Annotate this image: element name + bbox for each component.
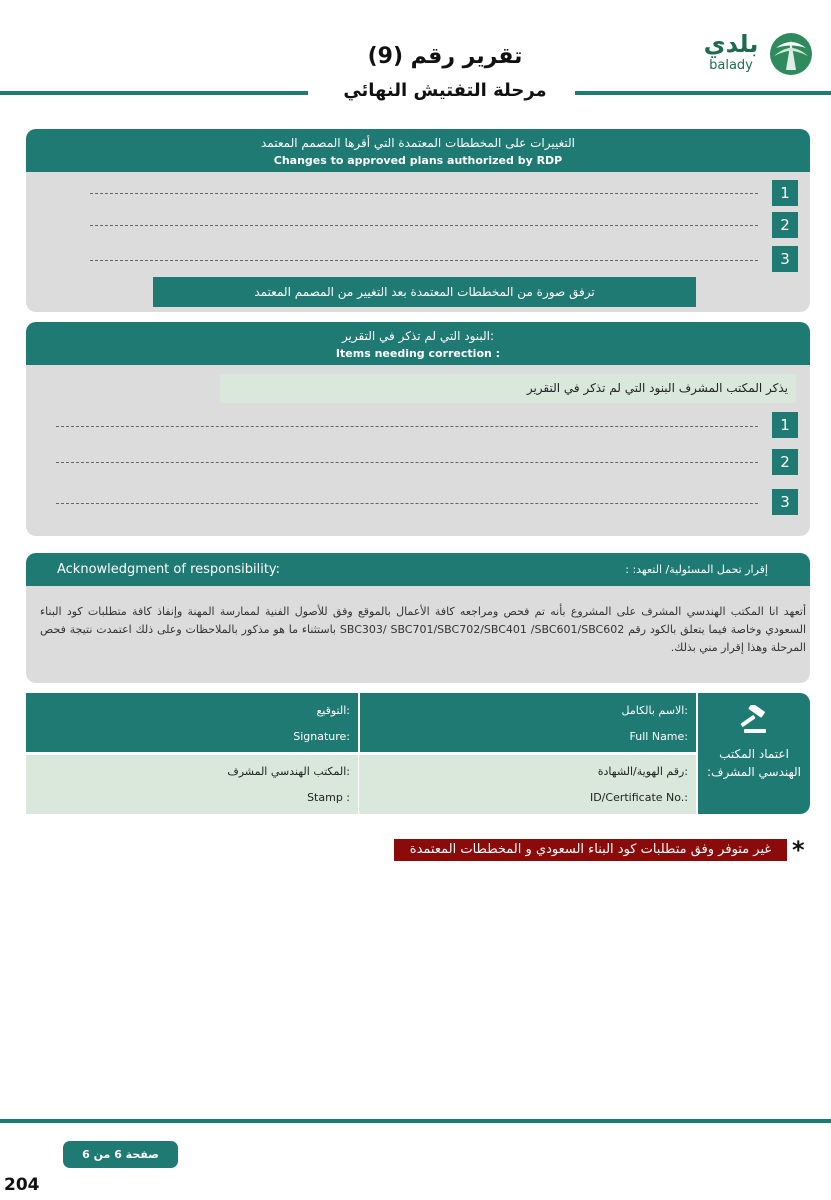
- logo-arabic: بلدي: [703, 30, 759, 58]
- items-line-3: [56, 503, 758, 504]
- changes-line-2: [90, 225, 758, 226]
- balady-logo: [698, 30, 818, 80]
- changes-row-number: 2: [772, 212, 798, 238]
- full-name-label-en: Full Name:: [629, 730, 688, 743]
- palm-tree-icon: [768, 30, 814, 78]
- ack-title-ar: إقرار تحمل المسئولية/ التعهد: :: [625, 563, 768, 576]
- stamp-cell[interactable]: [26, 755, 358, 814]
- changes-title-ar: التغييرات على المخططات المعتمدة التي أقرها المصمم المعتمد: [260, 136, 576, 150]
- approval-table: [26, 693, 810, 814]
- warning-star: *: [792, 836, 805, 864]
- changes-line-1: [90, 193, 758, 194]
- logo-latin: balady: [709, 58, 753, 73]
- ack-header: [26, 553, 810, 586]
- stamp-label-en: Stamp :: [307, 791, 350, 804]
- footer-rule: [0, 1119, 831, 1123]
- items-title-ar: البنود التي لم تذكر في التقرير:: [341, 329, 495, 343]
- changes-note: ترفق صورة من المخططات المعتمدة بعد التغيير من المصمم المعتمد: [153, 277, 696, 307]
- items-note: [220, 374, 796, 403]
- report-subtitle: مرحلة التفتيش النهائي: [343, 80, 547, 101]
- items-section: [26, 322, 810, 536]
- ack-body: أتعهد انا المكتب الهندسي المشرف على المشروع بأنه تم فحص ومراجعه كافة الأعمال بالموقع وفق للأصول الفنية لممارسة المهنة وإنفاذ كافة متطلبات كود البناء السعودي وخاصة فيما يتعلق بالكود رقم SBC303/ SBC701/SBC702/SBC401 /SBC601/SBC602 باستثناء ما هو مذكور بالملاحظات وعلى ذلك اعتمدت نتيجة فحص المرحلة وهذا إقرار مني بذلك.: [40, 605, 807, 654]
- changes-header: [26, 129, 810, 172]
- page-number: 204: [4, 1175, 40, 1195]
- ack-section: [26, 553, 810, 683]
- gavel-icon: [738, 705, 770, 735]
- id-label-ar: رقم الهوية/الشهادة:: [597, 765, 688, 778]
- changes-row-number: 3: [772, 246, 798, 272]
- report-title: تقرير رقم (9): [367, 44, 523, 69]
- approval-side-label-box: [698, 693, 810, 814]
- approval-side-label: اعتماد المكتب الهندسي المشرف:: [706, 747, 802, 779]
- page-indicator: صفحة 6 من 6: [63, 1141, 178, 1168]
- stamp-label-ar: المكتب الهندسي المشرف:: [227, 765, 350, 778]
- items-line-1: [56, 426, 758, 427]
- header-rule-left: [0, 91, 308, 95]
- id-label-en: ID/Certificate No.:: [589, 791, 688, 804]
- ack-title-en: Acknowledgment of responsibility:: [57, 562, 281, 577]
- changes-row-number: 1: [772, 180, 798, 206]
- warning-text: غير متوفر وفق متطلبات كود البناء السعودي و المخططات المعتمدة: [394, 839, 787, 861]
- items-line-2: [56, 462, 758, 463]
- id-certificate-cell[interactable]: [359, 755, 696, 814]
- full-name-cell[interactable]: [359, 693, 696, 752]
- items-row-number: 3: [772, 489, 798, 515]
- items-row-number: 2: [772, 449, 798, 475]
- changes-section: [26, 129, 810, 312]
- items-row-number: 1: [772, 412, 798, 438]
- header-rule-right: [575, 91, 831, 95]
- signature-label-ar: التوقيع:: [316, 704, 350, 717]
- items-header: [26, 322, 810, 365]
- full-name-label-ar: الاسم بالكامل:: [621, 704, 688, 717]
- items-title-en: Items needing correction :: [335, 347, 501, 360]
- changes-line-3: [90, 260, 758, 261]
- changes-title-en: Changes to approved plans authorized by RDP: [273, 154, 563, 167]
- items-note-text: يذكر المكتب المشرف البنود التي لم تذكر في التقرير: [526, 381, 788, 395]
- signature-cell[interactable]: [26, 693, 358, 752]
- signature-label-en: Signature:: [293, 730, 350, 743]
